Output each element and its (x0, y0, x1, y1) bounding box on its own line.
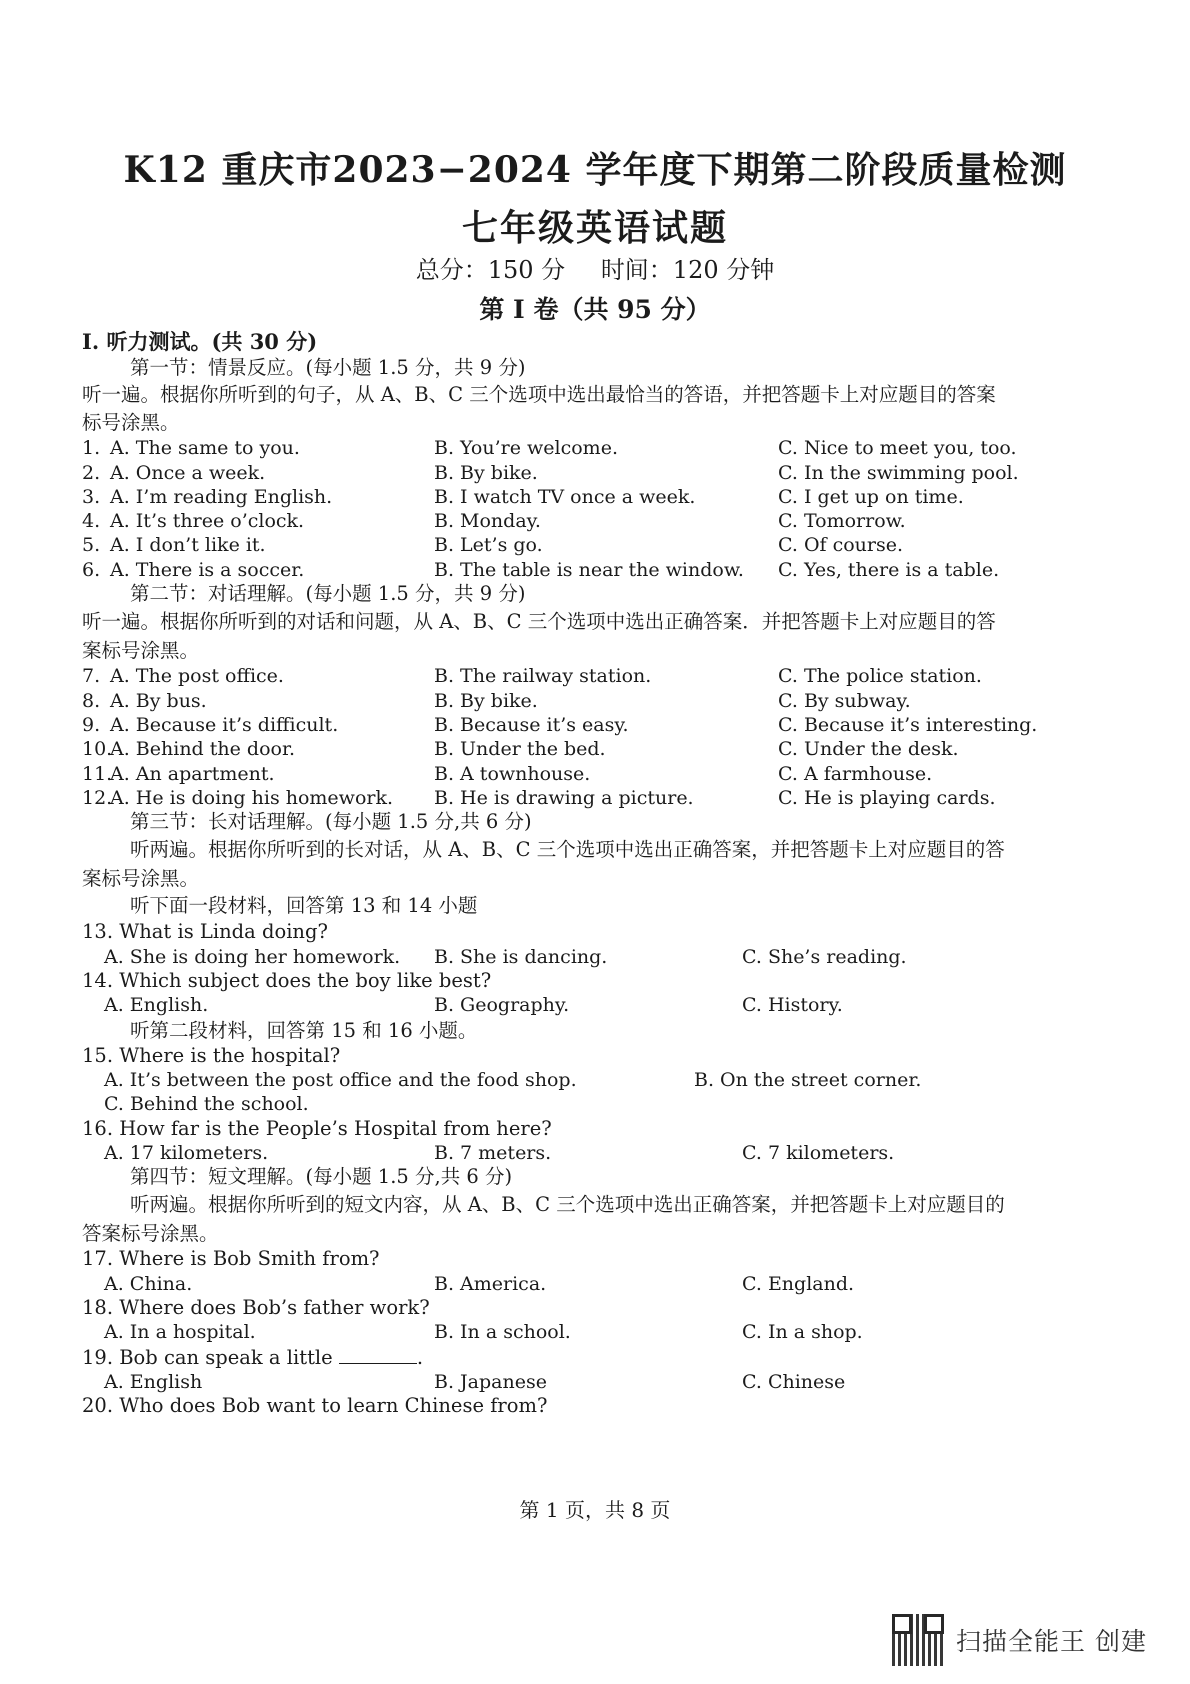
option-b: B. I watch TV once a week. (434, 485, 696, 508)
option-a: A. I don’t like it. (110, 534, 266, 557)
sec4-instruction: 听两遍。根据你所听到的短文内容，从 A、B、C 三个选项中选出正确答案，并把答题卡上对应题目的 (130, 1193, 1005, 1217)
option-c: C. By subway. (778, 689, 911, 712)
q17-option-a: A. China. (104, 1272, 193, 1295)
q19-stem-text: 19. Bob can speak a little (82, 1345, 333, 1369)
option-c: C. The police station. (778, 665, 982, 688)
exam-title-line2: 七年级英语试题 (461, 207, 728, 249)
option-b: B. The table is near the window. (434, 558, 744, 581)
q17-option-b: B. America. (434, 1272, 547, 1295)
q17-options (82, 1272, 1112, 1296)
q13-option-a: A. She is doing her homework. (104, 945, 401, 968)
q15-option-c: C. Behind the school. (104, 1093, 309, 1116)
scanner-watermark (892, 1612, 1152, 1668)
question-number: 1. (82, 437, 101, 460)
option-b: B. A townhouse. (434, 762, 591, 785)
option-b: B. You’re welcome. (434, 437, 618, 460)
exam-title-line1: K12 重庆市2023−2024 学年度下期第二阶段质量检测 (123, 149, 1067, 191)
part1-heading: I. 听力测试。(共 30 分) (82, 329, 318, 354)
option-a: A. The post office. (110, 665, 284, 688)
sec3-material1: 听下面一段材料，回答第 13 和 14 小题 (130, 894, 478, 918)
question-number: 10. (82, 738, 113, 761)
question-number: 8. (82, 689, 101, 712)
option-c: C. Tomorrow. (778, 510, 906, 533)
sec4-title: 第四节：短文理解。(每小题 1.5 分,共 6 分) (130, 1165, 513, 1189)
q18-stem: 18. Where does Bob’s father work? (82, 1296, 430, 1320)
option-b: B. By bike. (434, 689, 538, 712)
sec2-question-row (82, 689, 1112, 713)
q19-options (82, 1370, 1112, 1394)
option-a: A. He is doing his homework. (110, 786, 394, 809)
sec1-instruction-cont: 标号涂黑。 (82, 411, 180, 435)
question-number: 4. (82, 510, 101, 533)
sec2-question-row (82, 786, 1112, 810)
q17-stem: 17. Where is Bob Smith from? (82, 1247, 380, 1271)
sec3-instruction-cont: 案标号涂黑。 (82, 867, 200, 891)
q16-options (82, 1141, 1112, 1165)
q14-options (82, 993, 1112, 1017)
option-c: C. Nice to meet you, too. (778, 437, 1017, 460)
q14-option-a: A. English. (104, 994, 209, 1017)
q14-option-c: C. History. (742, 994, 843, 1017)
exam-content (82, 328, 1112, 1419)
q15-option-b: B. On the street corner. (694, 1068, 922, 1091)
sec1-question-row (82, 436, 1112, 460)
sec2-title: 第二节：对话理解。(每小题 1.5 分，共 9 分) (130, 582, 526, 606)
option-a: A. I’m reading English. (110, 485, 333, 508)
q13-stem: 13. What is Linda doing? (82, 920, 328, 944)
qr-code-icon (892, 1614, 944, 1666)
sec2-instruction-cont: 案标号涂黑。 (82, 639, 200, 663)
option-b: B. Let’s go. (434, 534, 543, 557)
q18-options (82, 1320, 1112, 1344)
question-number: 3. (82, 485, 101, 508)
option-a: A. It’s three o’clock. (110, 510, 305, 533)
option-b: B. The railway station. (434, 665, 652, 688)
sec1-question-row (82, 533, 1112, 557)
sec3-material2: 听第二段材料，回答第 15 和 16 小题。 (130, 1018, 478, 1042)
option-c: C. He is playing cards. (778, 786, 996, 809)
total-score: 总分：150 分 (415, 256, 566, 284)
option-b: B. Under the bed. (434, 738, 606, 761)
q19-stem-end: . (416, 1345, 424, 1369)
scanner-label: 扫描全能王 创建 (956, 1627, 1147, 1656)
q19-option-b: B. Japanese (434, 1370, 547, 1393)
question-number: 12. (82, 786, 113, 809)
answer-blank (339, 1345, 417, 1364)
q20-stem: 20. Who does Bob want to learn Chinese from? (82, 1394, 548, 1418)
q15-options-row2 (82, 1092, 1112, 1116)
sec2-question-row (82, 664, 1112, 688)
sec1-question-row (82, 485, 1112, 509)
option-b: B. He is drawing a picture. (434, 786, 694, 809)
q19-option-a: A. English (104, 1370, 203, 1393)
q16-option-a: A. 17 kilometers. (104, 1141, 269, 1164)
q13-options (82, 945, 1112, 969)
sec2-question-row (82, 762, 1112, 786)
sec2-question-row (82, 737, 1112, 761)
page-number: 第 1 页，共 8 页 (519, 1498, 671, 1522)
sec1-question-row (82, 509, 1112, 533)
question-number: 9. (82, 713, 101, 736)
volume-heading: 第 I 卷（共 95 分） (479, 295, 711, 324)
q15-options (82, 1068, 1112, 1092)
option-c: C. Yes, there is a table. (778, 558, 1000, 581)
q19-option-c: C. Chinese (742, 1370, 846, 1393)
sec1-question-row (82, 461, 1112, 485)
option-c: C. A farmhouse. (778, 762, 933, 785)
q18-option-a: A. In a hospital. (104, 1321, 256, 1344)
option-c: C. Under the desk. (778, 738, 959, 761)
option-a: A. An apartment. (110, 762, 275, 785)
option-c: C. Of course. (778, 534, 904, 557)
exam-time: 时间：120 分钟 (600, 256, 775, 284)
option-b: B. Monday. (434, 510, 541, 533)
question-number: 6. (82, 558, 101, 581)
sec3-instruction: 听两遍。根据你所听到的长对话，从 A、B、C 三个选项中选出正确答案，并把答题卡上对应题目的答 (130, 838, 1005, 862)
q15-stem: 15. Where is the hospital? (82, 1043, 341, 1067)
sec2-question-list (82, 664, 1112, 810)
q19-stem (82, 1345, 1112, 1370)
option-c: C. I get up on time. (778, 485, 964, 508)
option-b: B. Because it’s easy. (434, 713, 629, 736)
sec2-instruction: 听一遍。根据你所听到的对话和问题，从 A、B、C 三个选项中选出正确答案．并把答题卡上对应题目的答 (82, 610, 996, 634)
sec1-question-row (82, 558, 1112, 582)
option-a: A. The same to you. (110, 437, 300, 460)
sec1-instruction: 听一遍。根据你所听到的句子，从 A、B、C 三个选项中选出最恰当的答语，并把答题卡上对应题目的答案 (82, 383, 996, 407)
q13-option-c: C. She’s reading. (742, 945, 907, 968)
question-number: 5. (82, 534, 101, 557)
option-b: B. By bike. (434, 461, 538, 484)
q17-option-c: C. England. (742, 1272, 855, 1295)
question-number: 11. (82, 762, 113, 785)
q16-option-c: C. 7 kilometers. (742, 1141, 895, 1164)
sec1-question-list (82, 436, 1112, 582)
q18-option-b: B. In a school. (434, 1321, 571, 1344)
q14-option-b: B. Geography. (434, 994, 570, 1017)
q16-option-b: B. 7 meters. (434, 1141, 552, 1164)
q18-option-c: C. In a shop. (742, 1321, 863, 1344)
option-a: A. There is a soccer. (110, 558, 305, 581)
option-a: A. Once a week. (110, 461, 266, 484)
option-c: C. Because it’s interesting. (778, 713, 1038, 736)
sec1-title: 第一节：情景反应。(每小题 1.5 分，共 9 分) (130, 356, 526, 379)
q13-option-b: B. She is dancing. (434, 945, 608, 968)
exam-meta (0, 250, 1190, 285)
sec2-question-row (82, 713, 1112, 737)
option-a: A. Behind the door. (110, 738, 295, 761)
option-c: C. In the swimming pool. (778, 461, 1019, 484)
question-number: 7. (82, 665, 101, 688)
sec3-title: 第三节：长对话理解。(每小题 1.5 分,共 6 分) (130, 810, 532, 834)
question-number: 2. (82, 461, 101, 484)
option-a: A. Because it’s difficult. (110, 713, 339, 736)
option-a: A. By bus. (110, 689, 207, 712)
q15-option-a: A. It’s between the post office and the food shop. (104, 1068, 577, 1091)
sec4-instruction-cont: 答案标号涂黑。 (82, 1222, 219, 1246)
q16-stem: 16. How far is the People’s Hospital from here? (82, 1116, 552, 1140)
q14-stem: 14. Which subject does the boy like best? (82, 969, 492, 993)
